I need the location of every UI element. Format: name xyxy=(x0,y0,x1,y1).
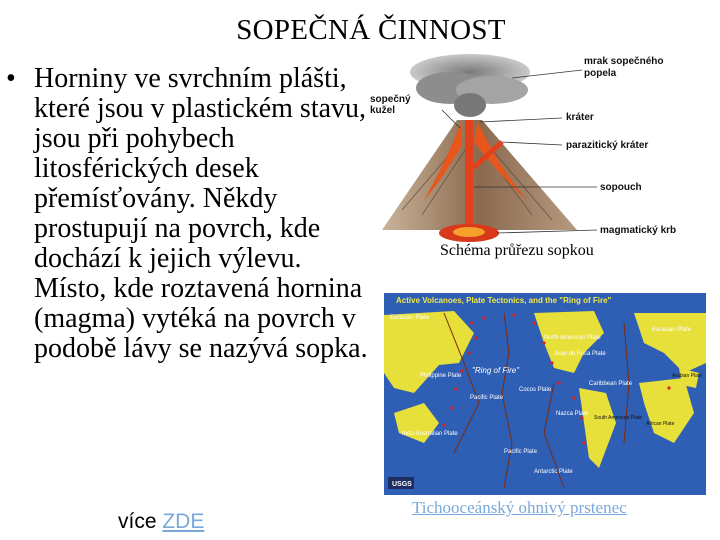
bullet-symbol: • xyxy=(6,63,16,94)
usgs-logo: USGS xyxy=(392,481,412,488)
map-label-caribbean: Caribbean Plate xyxy=(589,381,633,387)
ash-cloud xyxy=(410,54,530,117)
label-parasitic-crater: parazitický kráter xyxy=(566,140,649,151)
map-label-pacific: Pacific Plate xyxy=(504,449,538,455)
label-cloud-1: mrak sopečného xyxy=(584,56,664,67)
label-cone-2: kužel xyxy=(370,105,396,116)
page-title: SOPEČNÁ ČINNOST xyxy=(236,14,506,46)
label-magma-chamber: magmatický krb xyxy=(600,225,677,236)
volcano-diagram xyxy=(362,50,712,242)
map-label-antarctic: Antarctic Plate xyxy=(534,469,573,475)
map-label-ring-of-fire: "Ring of Fire" xyxy=(472,366,520,375)
map-label-philippine: Philippine Plate xyxy=(420,373,462,379)
bullet-text: Horniny ve svrchním plášti, které jsou v plastickém stavu, jsou při pohybech litosférických desek přemísťovány. Někdy prostupují na povrch, kde dochází k jejich výlevu. Místo, kde roztavená hornina (magma) vytéká na povrch v podobě lávy se nazývá sopka. xyxy=(34,63,368,364)
map-label-south-american: South American Plate xyxy=(594,415,643,421)
map-label-cocos: Cocos Plate xyxy=(519,387,552,393)
map-label-pacific-left: Pacific Plate xyxy=(470,395,504,401)
map-label-north-american: North American Plate xyxy=(544,335,601,341)
more-link[interactable]: ZDE xyxy=(162,510,205,533)
map-label-indo-australian: Indo-Australian Plate xyxy=(402,431,458,437)
plate-tectonics-map xyxy=(384,293,706,495)
map-label-nazca: Nazca Plate xyxy=(556,411,589,417)
label-cone-1: sopečný xyxy=(370,94,411,105)
label-crater: kráter xyxy=(566,112,594,123)
map-label-arabian: Arabian Plate xyxy=(672,373,703,379)
map-label-african: African Plate xyxy=(646,421,675,427)
more-link-line xyxy=(118,510,204,534)
map-caption-link[interactable]: Tichooceánský ohnivý prstenec xyxy=(412,498,627,517)
label-vent: sopouch xyxy=(600,182,642,193)
map-label-juan-de-fuca: Juan de Fuca Plate xyxy=(554,351,606,357)
volcano-caption: Schéma průřezu sopkou xyxy=(440,242,594,259)
more-prefix: více xyxy=(118,510,157,533)
vent xyxy=(465,120,473,232)
label-cloud-2: popela xyxy=(584,68,617,79)
map-title: Active Volcanoes, Plate Tectonics, and the "Ring of Fire" xyxy=(396,296,612,305)
map-label-eurasian: Eurasian Plate xyxy=(390,315,430,321)
map-label-eurasian-right: Eurasian Plate xyxy=(652,327,692,333)
